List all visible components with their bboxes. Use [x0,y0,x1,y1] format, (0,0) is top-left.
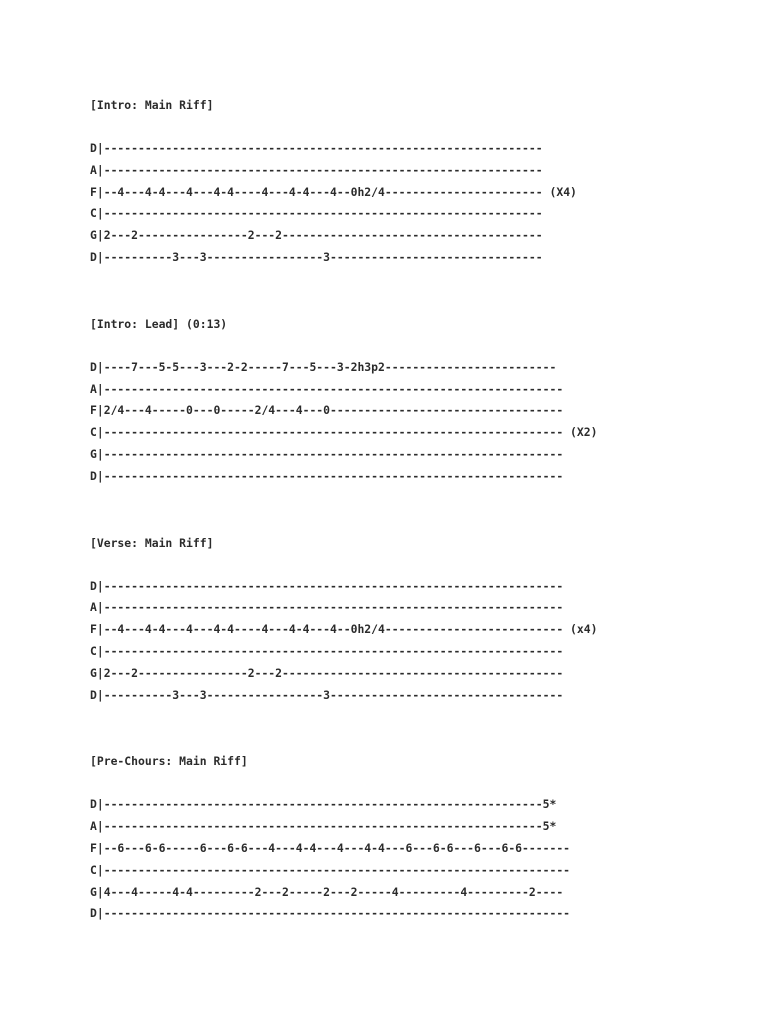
tab-line-d-low [90,903,740,925]
tab-string: G|2---2----------------2---2-------------------------------------- [90,228,543,243]
tab-line-f [90,838,740,860]
tab-string: F|--4---4-4---4---4-4----4---4-4---4--0h2/4----------------------- [90,184,543,199]
section-verse-main-riff [90,532,740,707]
tab-string: D|------------------------------------------------------------------- [90,468,564,483]
tab-string: D|----------------------------------------------------------------5* [90,797,557,812]
section-title: [Pre-Chours: Main Riff] [90,754,248,769]
section-title: [Verse: Main Riff] [90,535,214,550]
tab-line-g [90,444,740,466]
repeat-marker: (X2) [563,425,598,440]
tab-line-c [90,422,740,444]
tab-string: G|4---4-----4-4---------2---2-----2---2-----4---------4---------2---- [90,884,564,899]
tab-line-a [90,160,740,182]
tab-line-f [90,400,740,422]
tab-line-a [90,379,740,401]
tab-string: G|2---2----------------2---2----------------------------------------- [90,665,564,680]
tab-string: F|--6---6-6-----6---6-6---4---4-4---4---4-4---6---6-6---6---6-6------- [90,840,571,855]
tab-string: C|------------------------------------------------------------------- [90,425,564,440]
tab-line-d-high [90,794,740,816]
tab-line-d-high [90,357,740,379]
tab-line-f [90,619,740,641]
tab-line-a [90,597,740,619]
tab-string: A|------------------------------------------------------------------- [90,381,564,396]
repeat-marker: (X4) [542,184,577,199]
tab-string: C|------------------------------------------------------------------- [90,643,564,658]
tab-string: A|---------------------------------------------------------------- [90,162,543,177]
tab-string: D|------------------------------------------------------------------- [90,578,564,593]
tab-string: F|2/4---4-----0---0-----2/4---4---0---------------------------------- [90,403,564,418]
tab-line-g [90,663,740,685]
tab-line-d-low [90,466,740,488]
tab-line-d-low [90,685,740,707]
tab-line-g [90,882,740,904]
tab-line-f [90,182,740,204]
tab-line-c [90,203,740,225]
tab-line-c [90,641,740,663]
tab-string: D|----7---5-5---3---2-2-----7---5---3-2h3p2------------------------- [90,359,557,374]
repeat-marker: (x4) [563,622,598,637]
tab-string: D|-------------------------------------------------------------------- [90,906,571,921]
tab-line-a [90,816,740,838]
tab-string: C|-------------------------------------------------------------------- [90,862,571,877]
section-intro-main-riff [90,94,740,269]
section-title: [Intro: Lead] (0:13) [90,316,228,331]
tab-string: D|----------3---3-----------------3------------------------------- [90,249,543,264]
section-pre-chorus-main-riff [90,750,740,925]
tab-string: A|------------------------------------------------------------------- [90,600,564,615]
tab-line-d-low [90,247,740,269]
tab-string: A|----------------------------------------------------------------5* [90,819,557,834]
section-intro-lead [90,313,740,488]
tab-string: F|--4---4-4---4---4-4----4---4-4---4--0h2/4-------------------------- [90,622,564,637]
tab-string: D|---------------------------------------------------------------- [90,141,543,155]
tab-string: D|----------3---3-----------------3---------------------------------- [90,687,564,702]
tab-line-d-high [90,576,740,598]
tab-line-g [90,225,740,247]
tab-line-d-high [90,138,740,160]
tab-string: C|---------------------------------------------------------------- [90,206,543,221]
tab-document [90,94,740,969]
tab-line-c [90,860,740,882]
tab-string: G|------------------------------------------------------------------- [90,446,564,461]
section-title: [Intro: Main Riff] [90,98,214,112]
